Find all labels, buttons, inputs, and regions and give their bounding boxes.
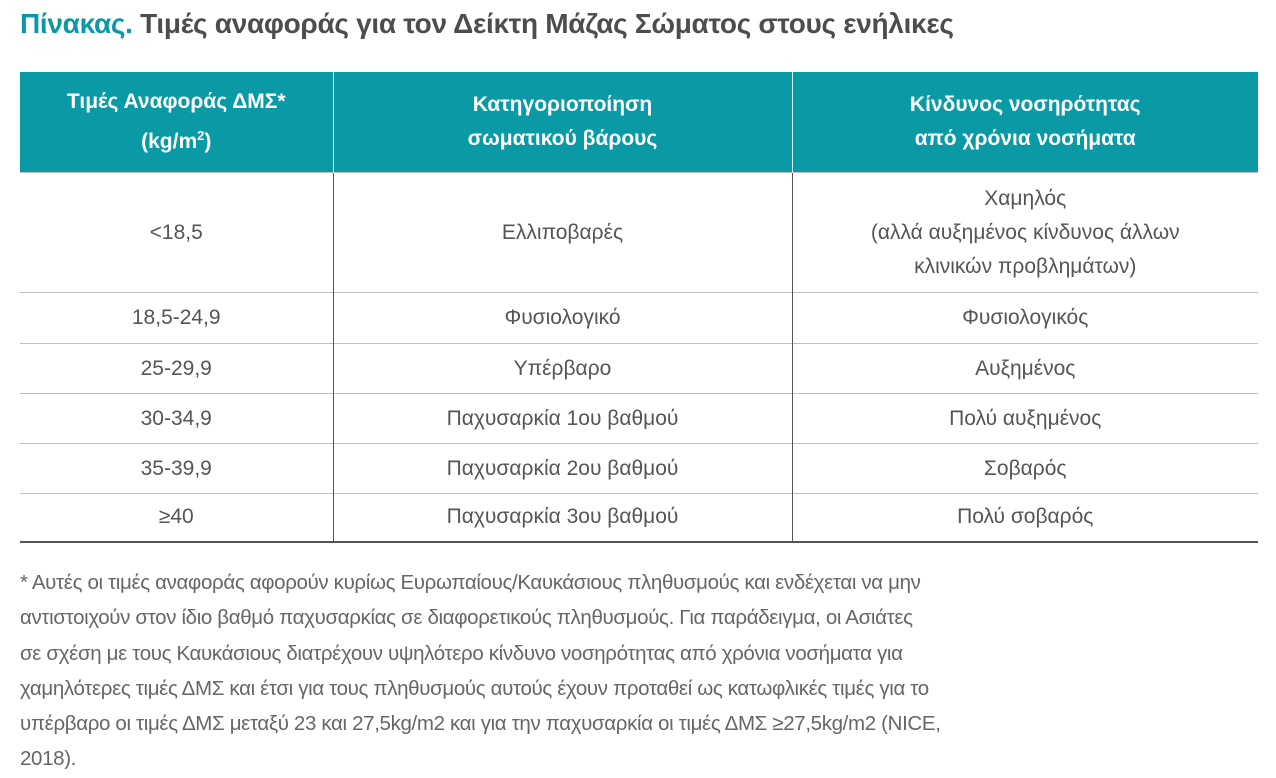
table-row [20, 394, 1258, 444]
footnote-line: χαμηλότερες τιμές ΔΜΣ και έτσι για τους πληθυσμούς αυτούς έχουν προταθεί ως κατωφλικές τιμές για το [20, 676, 929, 700]
footnote-line: σε σχέση με τους Καυκάσιους διατρέχουν υψηλότερο κίνδυνο νοσηρότητας από χρόνια νοσήματα για [20, 641, 903, 665]
cell-category: Ελλιποβαρές [333, 173, 792, 293]
risk-line: (αλλά αυξημένος κίνδυνος άλλων [870, 220, 1180, 244]
risk-line: Αυξημένος [975, 356, 1076, 380]
header-risk [792, 72, 1258, 173]
cell-risk [792, 444, 1258, 494]
cell-bmi: <18,5 [20, 173, 333, 293]
header-line: Κίνδυνος νοσηρότητας [909, 93, 1141, 116]
cell-category: Υπέρβαρο [333, 344, 792, 394]
header-line [20, 119, 333, 159]
table-row [20, 344, 1258, 394]
footnote-line: αντιστοιχούν στον ίδιο βαθμό παχυσαρκίας σε διαφορετικούς πληθυσμούς. Για παράδειγμα, οι Ασιάτες [20, 606, 913, 630]
cell-risk [792, 293, 1258, 344]
risk-line: Σοβαρός [983, 456, 1067, 480]
risk-line: Φυσιολογικός [962, 306, 1089, 329]
cell-bmi: 18,5-24,9 [20, 293, 333, 344]
header-line: από χρόνια νοσήματα [914, 127, 1136, 150]
cell-bmi: 30-34,9 [20, 394, 333, 444]
table-header-row [20, 72, 1258, 173]
footnote-line: υπέρβαρο οι τιμές ΔΜΣ μεταξύ 23 και 27,5kg/m2 και για την παχυσαρκία οι τιμές ΔΜΣ ≥27,5kg/m2 (NICE, [20, 712, 941, 736]
header-bmi [20, 72, 333, 173]
footnote-line: * Αυτές οι τιμές αναφοράς αφορούν κυρίως Ευρωπαίους/Καυκάσιους πληθυσμούς και ενδέχεται να μην [20, 571, 921, 594]
risk-line: κλινικών προβλημάτων) [914, 254, 1137, 278]
cell-risk [792, 344, 1258, 394]
header-line: Τιμές Αναφοράς ΔΜΣ* [66, 90, 286, 113]
table-row [20, 293, 1258, 344]
header-category [333, 72, 792, 173]
cell-risk [792, 173, 1258, 293]
risk-line: Πολύ σοβαρός [957, 505, 1094, 529]
cell-category: Παχυσαρκία 2ου βαθμού [333, 444, 792, 494]
cell-category: Παχυσαρκία 3ου βαθμού [333, 494, 792, 542]
table-row [20, 494, 1258, 542]
cell-risk [792, 394, 1258, 444]
footnote [20, 565, 1260, 777]
risk-line: Πολύ αυξημένος [949, 406, 1102, 430]
cell-risk [792, 494, 1258, 542]
header-line: Κατηγοριοποίηση [472, 93, 653, 116]
table-row [20, 444, 1258, 494]
page-title [20, 8, 954, 40]
table-row [20, 173, 1258, 293]
footnote-line: 2018). [20, 747, 77, 771]
header-line: σωματικού βάρους [467, 127, 658, 150]
cell-category: Φυσιολογικό [333, 293, 792, 344]
risk-line: Χαμηλός [984, 186, 1067, 210]
cell-category: Παχυσαρκία 1ου βαθμού [333, 394, 792, 444]
title-label: Πίνακας. [20, 8, 133, 39]
bmi-table [20, 72, 1258, 543]
cell-bmi: 25-29,9 [20, 344, 333, 394]
header-unit-end: ) [204, 130, 212, 153]
cell-bmi: 35-39,9 [20, 444, 333, 494]
header-unit: (kg/m [141, 130, 198, 153]
cell-bmi: ≥40 [20, 494, 333, 542]
title-text: Τιμές αναφοράς για τον Δείκτη Μάζας Σώματος στους ενήλικες [140, 8, 954, 39]
header-unit-sup: 2 [197, 128, 205, 143]
